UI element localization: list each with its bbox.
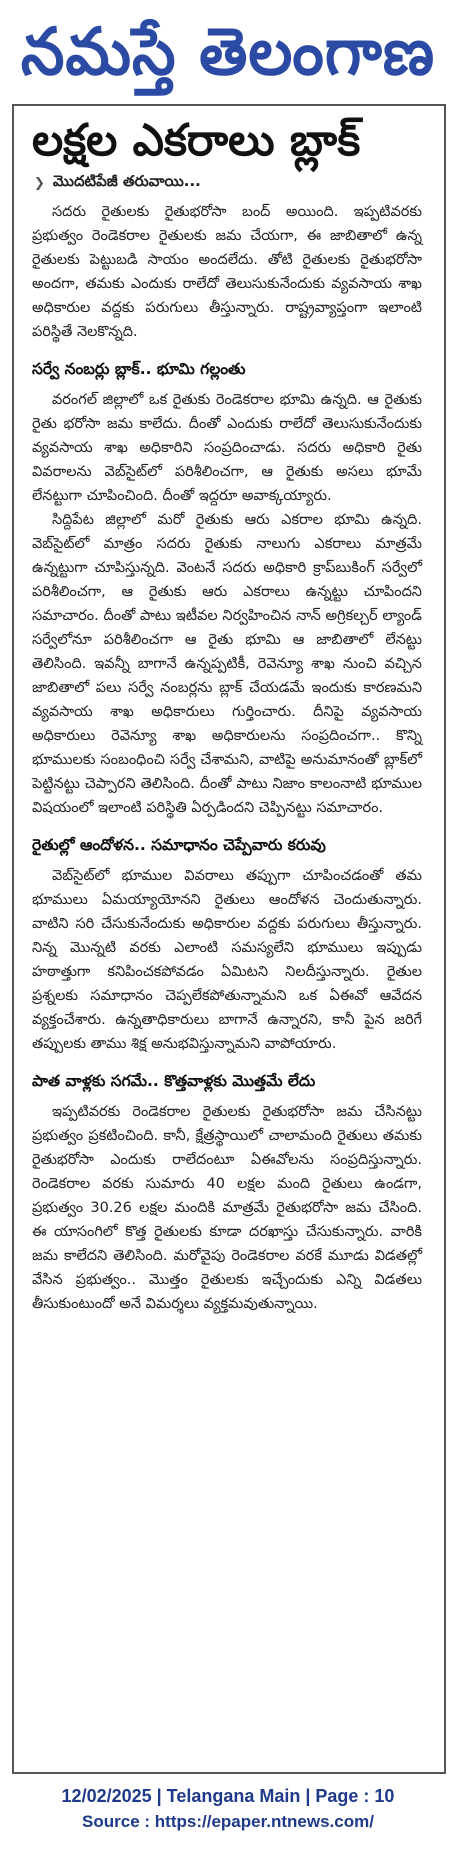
article-clipping	[12, 104, 446, 1774]
article-headline: లక్షల ఎకరాలు బ్లాక్	[32, 115, 361, 166]
intro-paragraph: సదరు రైతులకు రైతుభరోసా బంద్ అయింది. ఇప్పటివరకు ప్రభుత్వం రెండెకరాల రైతులకు జమ చేయగా, ఈ జాబితాలో ఉన్న రైతులకు పెట్టుబడి సాయం అందలేదు. తోటి రైతులకు రైతుభరోసా అందగా, తమకు ఎందుకు రాలేదో తెలుసుకునేందుకు వ్యవసాయ శాఖ అధికారుల వద్దకు పరుగులు తీస్తున్నారు. రాష్ట్రవ్యాప్తంగా ఇలాంటి పరిస్థితే నెలకొన్నది.	[32, 204, 422, 340]
masthead	[0, 6, 456, 98]
footer-date-line: 12/02/2025 | Telangana Main | Page : 10	[61, 1786, 395, 1806]
chevron-right-icon: ❯	[34, 175, 45, 191]
section-heading-1: సర్వే నంబర్లు బ్లాక్.. భూమి గల్లంతు	[32, 360, 246, 378]
section-3-paragraph-1: ఇప్పటివరకు రెండెకరాల రైతులకు రైతుభరోసా జమ చేసినట్టు ప్రభుత్వం ప్రకటించింది. కానీ, క్షేత్రస్థాయిలో చాలామంది రైతులు తమకు రైతుభరోసా ఎందుకు రాలేదంటూ ఏఈవోలను సంప్రదిస్తున్నారు. రెండెకరాల వరకు సుమారు 40 లక్షల మంది రైతులు ఉండగా, ప్రభుత్వం 30.26 లక్షల మందికి మాత్రమే రైతుభరోసా జమ చేసింది. ఈ యాసంగిలో కొత్త రైతులకు కూడా దరఖాస్తు చేసుకున్నారు. వారికి జమ కాలేదని తెలిసింది. మరోవైపు రెండెకరాల వరకే మూడు విడతల్లో వేసిన ప్రభుత్వం.. మొత్తం రైతులకు ఇచ్చేందుకు ఎన్ని విడతలు తీసుకుంటుందో అనే విమర్శలు వ్యక్తమవుతున్నాయి.	[32, 1104, 422, 1312]
section-2-paragraph-1: వెబ్‌సైట్‌లో భూముల వివరాలు తప్పుగా చూపించడంతో తమ భూములు ఏమయ్యాయోనని రైతులు ఆందోళన చెందుతున్నారు. వాటిని సరి చేసుకునేందుకు అధికారుల వద్దకు పరుగులు తీస్తున్నారు. నిన్న మొన్నటి వరకు ఎలాంటి సమస్యలేని భూములు ఇప్పుడు హఠాత్తుగా కనిపించకపోవడం ఏమిటని నిలదీస్తున్నారు. రైతుల ప్రశ్నలకు సమాధానం చెప్పలేకపోతున్నామని ఒక ఏఈవో ఆవేదన వ్యక్తంచేశారు. ఉన్నతాధికారులు బాగానే ఉన్నారని, కానీ పైన జరిగే తప్పులకు తాము శిక్ష అనుభవిస్తున్నామని వాపోయారు.	[32, 868, 422, 1052]
continued-label: మొదటిపేజీ తరువాయి...	[52, 172, 201, 190]
continued-marker	[34, 172, 444, 194]
section-1-paragraph-2: సిద్దిపేట జిల్లాలో మరో రైతుకు ఆరు ఎకరాల భూమి ఉన్నది. వెబ్‌సైట్‌లో మాత్రం సదరు రైతుకు నాలుగు ఎకరాలు మాత్రమే ఉన్నట్టుగా చూపిస్తున్నది. వెంటనే సదరు అధికారి క్రాప్‌బుకింగ్ సర్వేలో పరిశీలించగా, ఆ రైతుకు ఆరు ఎకరాలు ఉన్నట్టు చూపిందని సమాచారం. దీంతో పాటు ఇటీవల నిర్వహించిన నాన్ అగ్రికల్చర్ ల్యాండ్ సర్వేలోనూ పరిశీలించగా ఆ రైతు భూమి ఆ జాబితాలో లేనట్టు తెలిసింది. ఇవన్నీ బాగానే ఉన్నప్పటికీ, రెవెన్యూ శాఖ నుంచి వచ్చిన జాబితాలో పలు సర్వే నంబర్లను బ్లాక్ చేయడమే ఇందుకు కారణమని వ్యవసాయ శాఖ అధికారులు గుర్తించారు. దీనిపై వ్యవసాయ అధికారులు రెవెన్యూ శాఖ అధికారులను సంప్రదించగా.. కొన్ని భూములకు సంబంధించి సర్వే చేశామని, వాటిపై అనుమానంతో బ్లాక్‌లో పెట్టినట్టు చెప్పారని తెలిసింది. దీంతో పాటు నిజాం కాలంనాటి భూముల విషయంలో ఇలాంటి పరిస్థితి ఏర్పడిందని చెప్పినట్టు సమాచారం.	[32, 512, 422, 816]
section-heading-2: రైతుల్లో ఆందోళన.. సమాధానం చెప్పేవారు కరువు	[32, 836, 326, 854]
newspaper-title: నమస్తే తెలంగాణ	[20, 13, 436, 90]
section-1-paragraph-1: వరంగల్ జిల్లాలో ఒక రైతుకు రెండెకరాల భూమి ఉన్నది. ఆ రైతుకు రైతు భరోసా జమ కాలేదు. దీంతో ఎందుకు రాలేదో తెలుసుకునేందుకు వ్యవసాయ శాఖ అధికారిని సంప్రదించాడు. సదరు అధికారి రైతు వివరాలను వెబ్‌సైట్‌లో పరిశీలించగా, ఆ రైతుకు అసలు భూమే లేనట్టుగా చూపించింది. దీంతో ఇద్దరూ అవాక్కయ్యారు.	[32, 392, 422, 504]
section-heading-3: పాత వాళ్లకు సగమే.. కొత్తవాళ్లకు మొత్తమే లేదు	[32, 1072, 316, 1090]
footer-source-line: Source : https://epaper.ntnews.com/	[82, 1812, 374, 1831]
